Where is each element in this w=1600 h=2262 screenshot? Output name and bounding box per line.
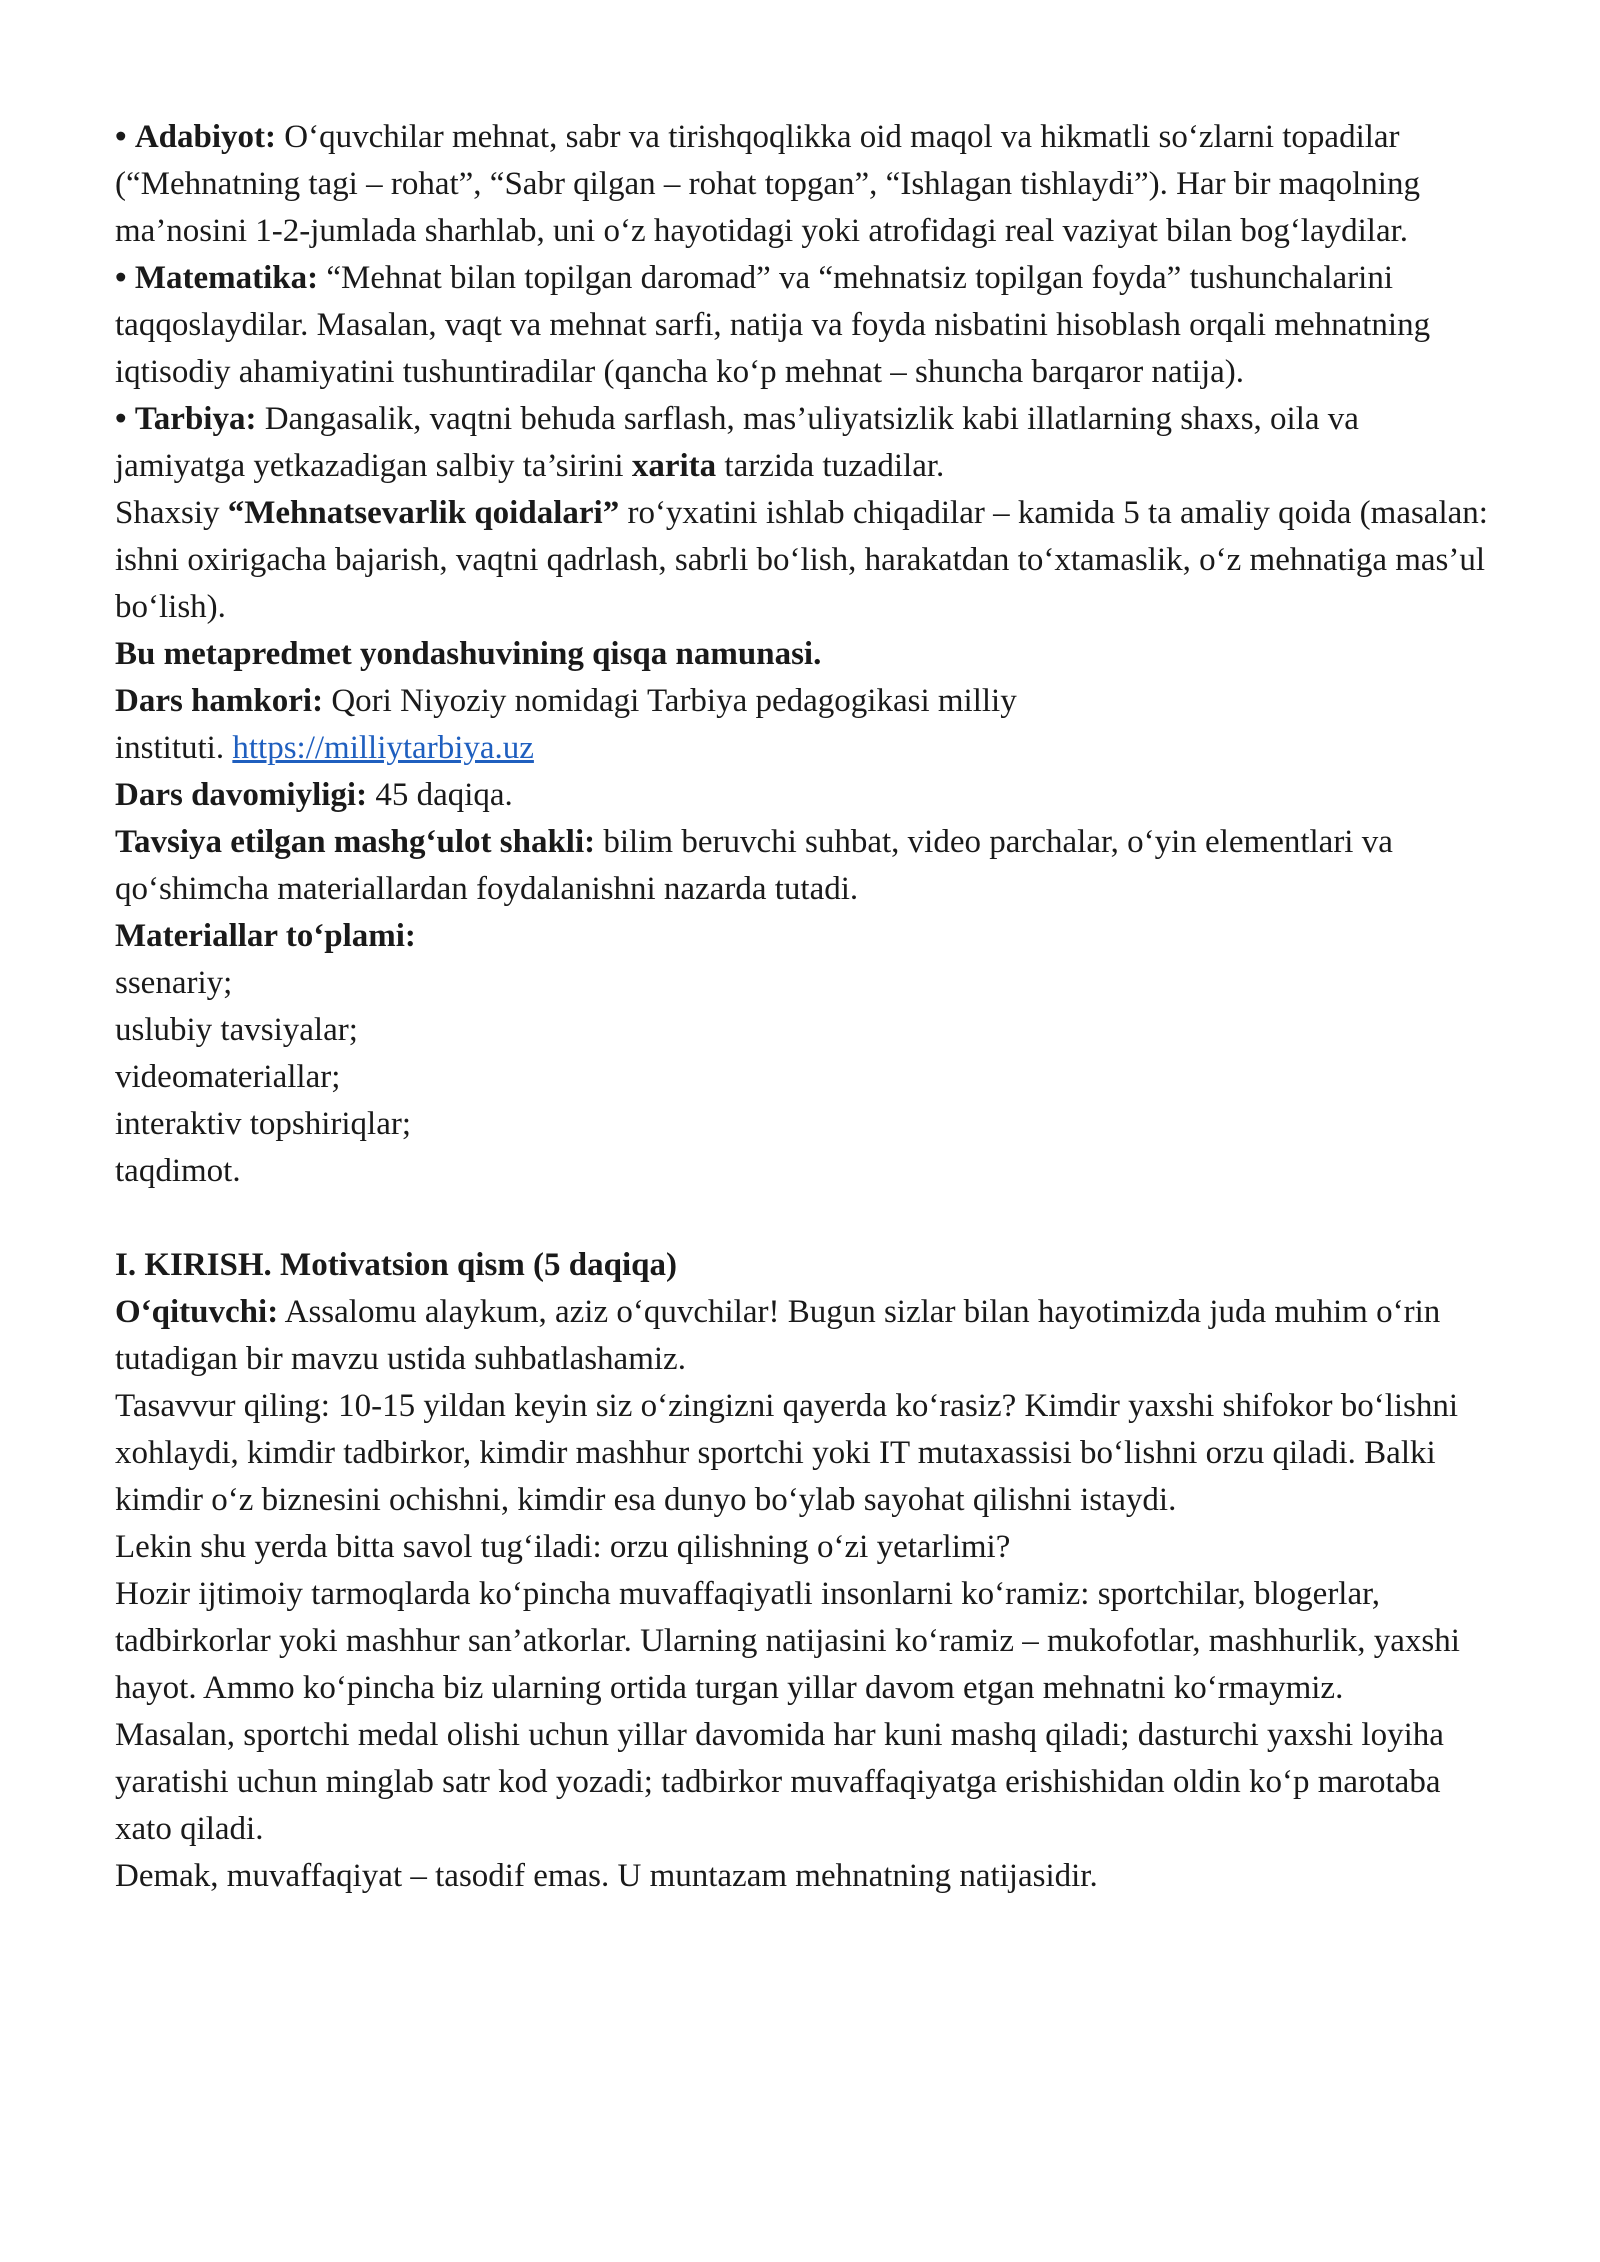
body-paragraph: Masalan, sportchi medal olishi uchun yillar davomida har kuni mashq qiladi; dasturchi yaxshi loyiha yaratishi uchun minglab satr kod yozadi; tadbirkor muvaffaqiyatga erishishidan oldin ko‘p marotaba xato qiladi.	[115, 1717, 1444, 1847]
upbringing-label: Tarbiya:	[134, 401, 257, 437]
math-bullet: •	[115, 260, 127, 296]
section-heading	[115, 1242, 1495, 1289]
paragraph-rules	[115, 490, 1495, 631]
form-text: bilim beruvchi suhbat, video parchalar, o‘yin elementlari va qo‘shimcha materiallardan foydalanishni nazarda tutadi.	[115, 824, 1393, 907]
sample-heading-text: Bu metapredmet yondashuvining qisqa namunasi.	[115, 636, 822, 672]
paragraph-literature	[115, 114, 1495, 255]
body-paragraph: Demak, muvaffaqiyat – tasodif emas. U muntazam mehnatning natijasidir.	[115, 1858, 1098, 1894]
materials-heading	[115, 913, 1495, 960]
paragraph-upbringing	[115, 396, 1495, 490]
materials-label: Materiallar to‘plami:	[115, 918, 416, 954]
upbringing-bold-word: xarita	[631, 448, 717, 484]
body-paragraph: Hozir ijtimoiy tarmoqlarda ko‘pincha muvaffaqiyatli insonlarni ko‘ramiz: sportchilar, blogerlar, tadbirkorlar yoki mashhur san’atkorlar. Ularning natijasini ko‘ramiz – mukofotlar, mashhurlik, yaxshi hayot. Ammo ko‘pincha biz ularning ortida turgan yillar davom etgan mehnatni ko‘rmaymiz.	[115, 1576, 1460, 1706]
sample-heading	[115, 631, 1495, 678]
partner-text-line1: Qori Niyoziy nomidagi Tarbiya pedagogikasi milliy	[323, 683, 1017, 719]
duration-value: 45 daqiqa.	[367, 777, 513, 813]
body-paragraph: Lekin shu yerda bitta savol tug‘iladi: orzu qilishning o‘zi yetarlimi?	[115, 1529, 1011, 1565]
math-text: “Mehnat bilan topilgan daromad” va “mehnatsiz topilgan foyda” tushunchalarini taqqoslaydilar. Masalan, vaqt va mehnat sarfi, natija va foyda nisbatini hisoblash orqali mehnatning iqtisodiy ahamiyatini tushuntiradilar (qancha ko‘p mehnat – shuncha barqaror natija).	[115, 260, 1431, 390]
rules-bold: “Mehnatsevarlik qoidalari”	[227, 495, 620, 531]
materials-item: taqdimot.	[115, 1153, 241, 1189]
teacher-text: Assalomu alaykum, aziz o‘quvchilar! Bugun sizlar bilan hayotimizda juda muhim o‘rin tutadigan bir mavzu ustida suhbatlashamiz.	[115, 1294, 1441, 1377]
materials-item: ssenariy;	[115, 965, 233, 1001]
rules-after: ro‘yxatini ishlab chiqadilar – kamida 5 ta amaliy qoida (masalan: ishni oxirigacha bajarish, vaqtni qadrlash, sabrli bo‘lish, harakatdan to‘xtamaslik, o‘z mehnatiga mas’ul bo‘lish).	[115, 495, 1488, 625]
paragraph-math	[115, 255, 1495, 396]
upbringing-text-after: tarzida tuzadilar.	[716, 448, 945, 484]
materials-item: interaktiv topshiriqlar;	[115, 1106, 412, 1142]
body-paragraph: Tasavvur qiling: 10-15 yildan keyin siz o‘zingizni qayerda ko‘rasiz? Kimdir yaxshi shifokor bo‘lishni xohlaydi, kimdir tadbirkor, kimdir mashhur sportchi yoki IT mutaxassisi bo‘lishni orzu qiladi. Balki kimdir o‘z biznesini ochishni, kimdir esa dunyo bo‘ylab sayohat qilishni istaydi.	[115, 1388, 1459, 1518]
partner-link[interactable]: https://milliytarbiya.uz	[232, 730, 534, 766]
upbringing-text-before: Dangasalik, vaqtni behuda sarflash, mas’uliyatsizlik kabi illatlarning shaxs, oila va jamiyatga yetkazadigan salbiy ta’sirini	[115, 401, 1359, 484]
partner-line-2	[115, 725, 1495, 772]
section-heading-text: I. KIRISH. Motivatsion qism (5 daqiqa)	[115, 1247, 678, 1283]
teacher-label: O‘qituvchi:	[115, 1294, 279, 1330]
math-label: Matematika:	[134, 260, 319, 296]
teacher-paragraph	[115, 1289, 1495, 1383]
literature-text: O‘quvchilar mehnat, sabr va tirishqoqlikka oid maqol va hikmatli so‘zlarni topadilar (“Mehnatning tagi – rohat”, “Sabr qilgan – rohat topgan”, “Ishlagan tishlaydi”). Har bir maqolning ma’nosini 1-2-jumlada sharhlab, uni o‘z hayotidagi yoki atrofidagi real vaziyat bilan bog‘laydilar.	[115, 119, 1420, 249]
partner-line-1	[115, 678, 1495, 725]
partner-text-line2: instituti.	[115, 730, 233, 766]
form-paragraph	[115, 819, 1495, 913]
document-page	[115, 114, 1495, 1900]
materials-item: videomateriallar;	[115, 1059, 341, 1095]
form-label: Tavsiya etilgan mashg‘ulot shakli:	[115, 824, 596, 860]
upbringing-bullet: •	[115, 401, 127, 437]
literature-label: Adabiyot:	[134, 119, 276, 155]
rules-before: Shaxsiy	[115, 495, 228, 531]
duration-line	[115, 772, 1495, 819]
materials-item: uslubiy tavsiyalar;	[115, 1012, 358, 1048]
partner-label: Dars hamkori:	[115, 683, 324, 719]
blank-line	[115, 1195, 1495, 1242]
duration-label: Dars davomiyligi:	[115, 777, 368, 813]
literature-bullet: •	[115, 119, 127, 155]
